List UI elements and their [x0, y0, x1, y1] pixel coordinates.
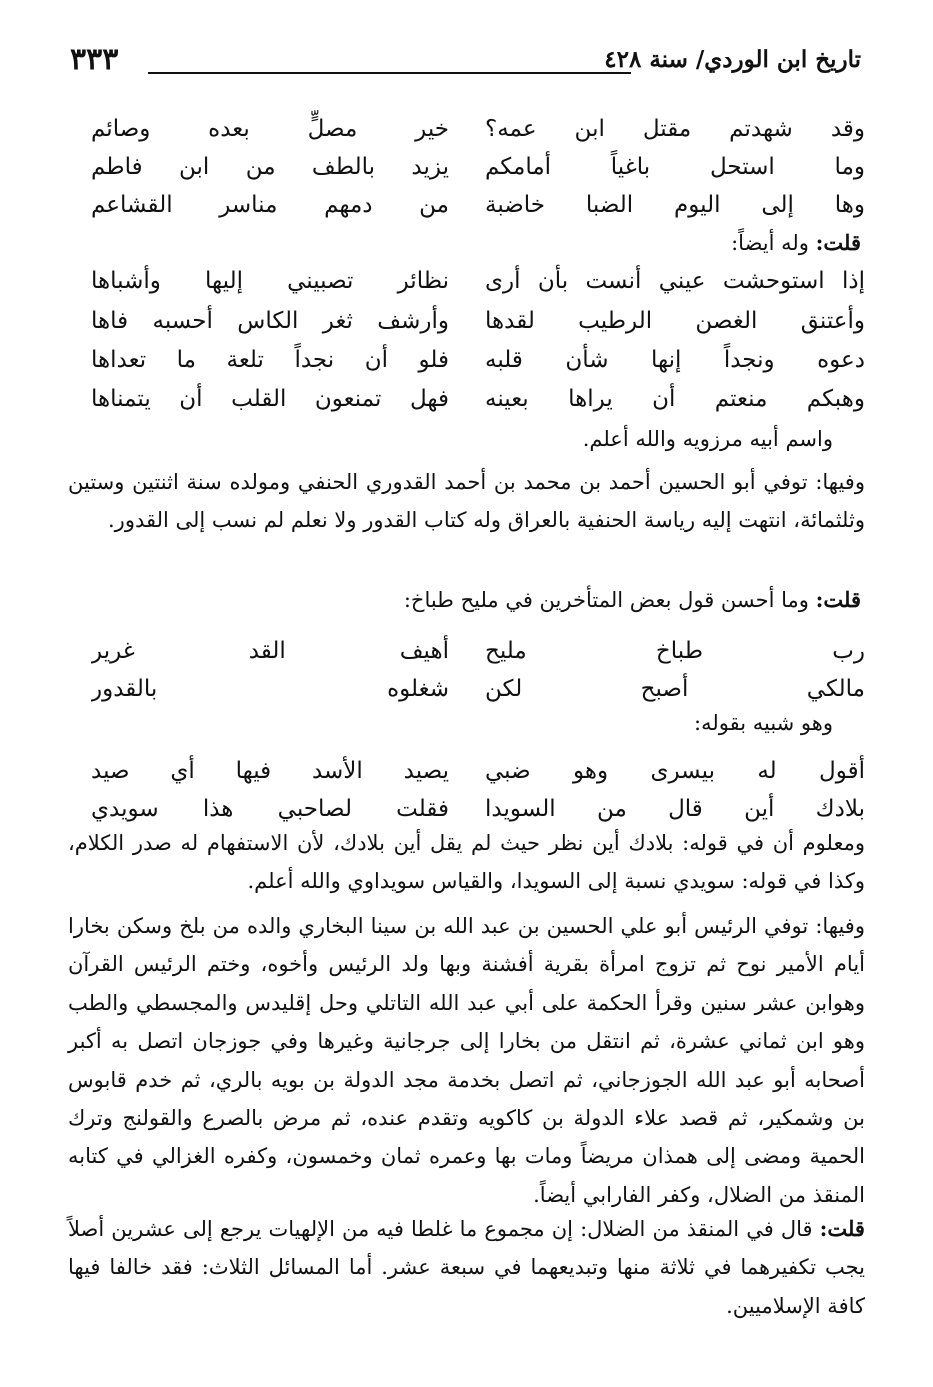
note-line: وهو شبيه بقوله: — [694, 711, 833, 735]
qultu-line — [731, 224, 861, 262]
qultu-text: قال في المنقذ من الضلال: إن مجموع ما غلطا فيه من الإلهيات يرجع إلى عشرين أصلاً يجب تكفيرهما في ثلاثة منها وتبديعهما في سبعة عشر. أما المسائل الثلاث: فقد خالفا فيها كافة الإسلاميين. — [68, 1217, 865, 1318]
verse-first-hemistich: مالكي أصبح لكن — [485, 676, 865, 702]
verse-first-hemistich: بلادك أين قال من السويدا — [485, 796, 865, 822]
verse-first-hemistich: وأعتنق الغصن الرطيب لقدها — [485, 308, 865, 334]
verse-first-hemistich: أقول له بيسرى وهو ضبي — [485, 758, 865, 784]
verse-second-hemistich: يصيد الأسد فيها أي صيد — [91, 758, 449, 784]
verse-first-hemistich: إذا استوحشت عيني أنست بأن أرى — [485, 268, 865, 294]
verse-second-hemistich: فقلت لصاحبي هذا سويدي — [91, 796, 449, 822]
verse-first-hemistich: وقد شهدتم مقتل ابن عمه؟ — [485, 116, 865, 142]
verse-first-hemistich: وما استحل باغياً أمامكم — [485, 154, 865, 180]
paragraph: وفيها: توفي الرئيس أبو علي الحسين بن عبد الله بن سينا البخاري والده من بلخ وسكن بخارا أيام الأمير نوح ثم تزوج امرأة بقرية أفشنة وبها ولد الرئيس وأخوه، وختم الرئيس القرآن وهوابن عشر سنين وقرأ الحكمة على أبي عبد الله التاتلي وحل إقليدس والمجسطي والطب وهو ابن ثماني عشرة، ثم انتقل من بخارا إلى جرجانية وغيرها وفي جوزجان اتصل به أكبر أصحابه أبو عبد الله الجوزجاني، ثم اتصل بخدمة مجد الدولة بن بويه بالري، ثم خدم قابوس بن وشمكير، ثم قصد علاء الدولة بن كاكويه وتقدم عنده، ثم مرض بالصرع والقولنج وترك الحمية ومضى إلى همذان مريضاً ومات بها وعمره ثمان وخمسون، وكفره الغزالي في كتابه المنقذ من الضلال، وكفر الفارابي أيضاً. — [68, 914, 865, 1207]
verse-second-hemistich: وأرشف ثغر الكاس أحسبه فاها — [91, 308, 449, 334]
qultu-paragraph — [68, 1210, 865, 1325]
qultu-label: قلت: — [815, 230, 861, 255]
verse-second-hemistich: يزيد بالطف من ابن فاطم — [91, 154, 449, 180]
verse-first-hemistich: رب طباخ مليح — [485, 638, 865, 664]
verse-first-hemistich: وها إلى اليوم الضبا خاضبة — [485, 192, 865, 218]
qultu-text: وله أيضاً: — [731, 231, 809, 255]
note-line: واسم أبيه مرزويه والله أعلم. — [582, 427, 833, 451]
verse-second-hemistich: من دمهم مناسر القشاعم — [91, 192, 449, 218]
page-number: ٣٣٣ — [70, 42, 119, 77]
verse-second-hemistich: شغلوه بالقدور — [91, 676, 449, 702]
verse-second-hemistich: فلو أن نجداً تلعة ما تعداها — [91, 347, 449, 373]
verse-second-hemistich: نظائر تصبيني إليها وأشباها — [91, 268, 449, 294]
verse-first-hemistich: وهبكم منعتم أن يراها بعينه — [485, 386, 865, 412]
verse-second-hemistich: أهيف القد غرير — [91, 638, 449, 664]
verse-first-hemistich: دعوه ونجداً إنها شأن قلبه — [485, 347, 865, 373]
qultu-text: وما أحسن قول بعض المتأخرين في مليح طباخ: — [403, 588, 809, 612]
qultu-label: قلت: — [815, 587, 861, 612]
qultu-label: قلت: — [819, 1216, 865, 1241]
running-title: تاريخ ابن الوردي/ سنة ٤٢٨ — [604, 46, 861, 73]
paragraph: وفيها: توفي أبو الحسين أحمد بن محمد بن أحمد القدوري الحنفي ومولده سنة اثنتين وستين وثلثمائة، انتهت إليه رياسة الحنفية بالعراق وله كتاب القدور ولا نعلم لم نسب إلى القدور. — [68, 470, 865, 533]
header-rule — [148, 72, 631, 74]
verse-second-hemistich: خير مصلٍّ بعده وصائم — [91, 116, 449, 142]
qultu-line — [404, 581, 861, 619]
paragraph: ومعلوم أن في قوله: بلادك أين نظر حيث لم يقل أين بلادك، لأن الاستفهام له صدر الكلام، وكذا في قوله: سويدي نسبة إلى السويدا، والقياس سويداوي والله أعلم. — [68, 831, 865, 894]
verse-second-hemistich: فهل تمنعون القلب أن يتمناها — [91, 386, 449, 412]
